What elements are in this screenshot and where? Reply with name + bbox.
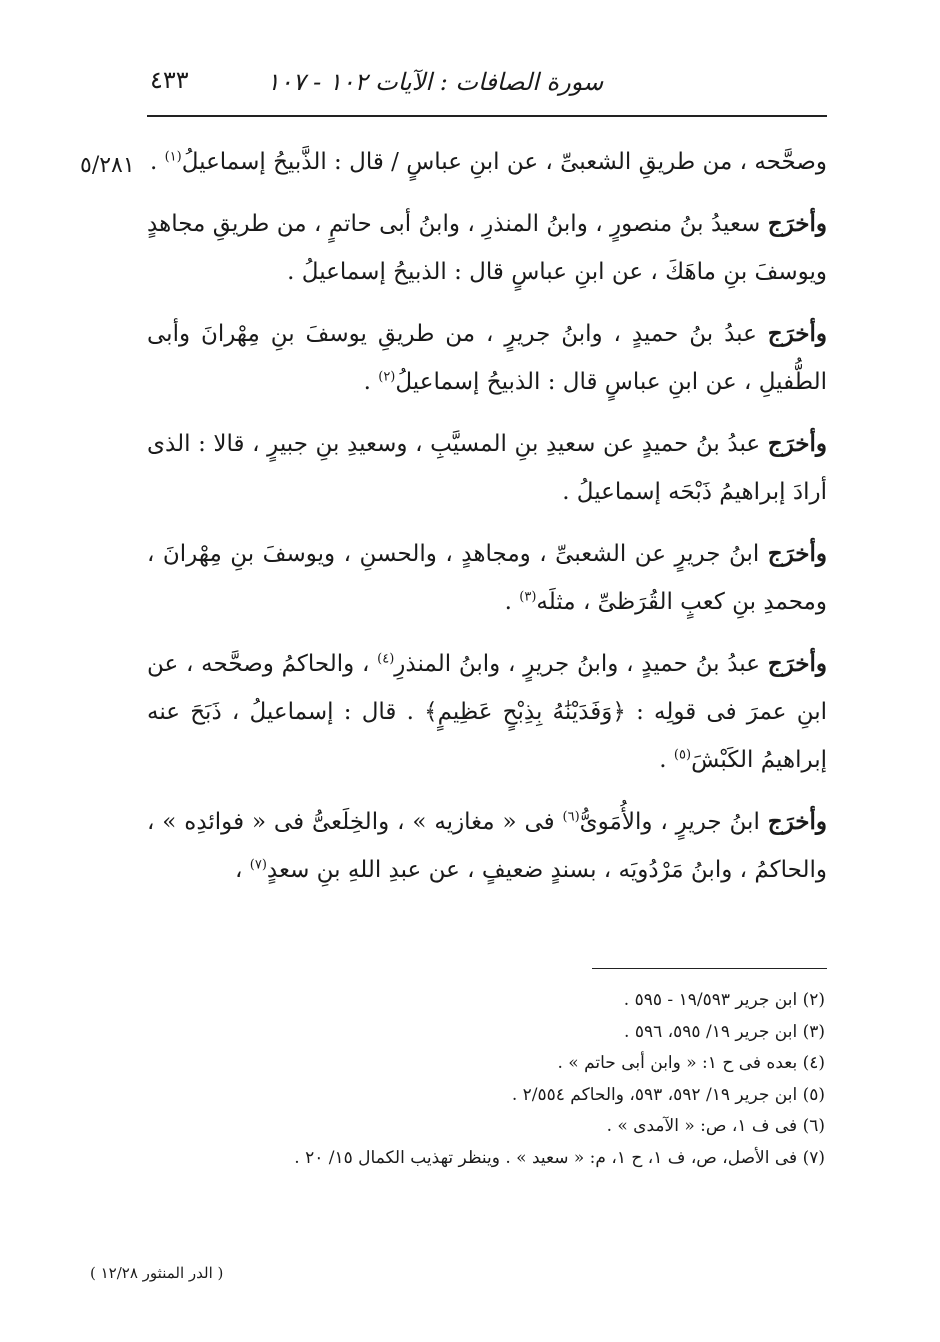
paragraph-lead-word: وأخرَج xyxy=(767,430,827,457)
paragraph-5 xyxy=(147,530,827,626)
paragraph-text: عبدُ بنُ حميدٍ ، وابنُ جريرٍ ، من طريقِ يوسفَ بنِ مِهْرانَ وأبى الطُّفيلِ ، عن ابنِ عباسٍ قال : الذبيحُ إسماعيلُ xyxy=(147,321,827,395)
footnote: (٢) ابن جرير ١٩/٥٩٣ - ٥٩٥ . xyxy=(623,990,825,1010)
footnote-marker: (١) xyxy=(164,149,182,165)
paragraph-end: . xyxy=(149,149,165,175)
paragraph-end: . xyxy=(659,747,674,773)
paragraph-continuation: ، والحاكمُ وصحَّحه ، عن ابنِ عمرَ فى قولِه : ﴿وَفَدَيْنَٰهُ بِذِبْحٍ عَظِيمٍ﴾ . قال : إسماعيلُ ، ذَبَحَ عنه إبراهيمُ الكَبْشَ xyxy=(147,651,827,773)
header-rule xyxy=(147,115,827,117)
paragraph-4 xyxy=(147,420,827,516)
paragraph-text: وصحَّحه ، من طريقِ الشعبىِّ ، عن ابنِ عباسٍ / قال : الذَّبيحُ إسماعيلُ xyxy=(181,149,827,175)
footnotes xyxy=(150,985,825,1174)
margin-reference: ٥/٢٨١ xyxy=(80,153,135,178)
paragraph-6 xyxy=(147,640,827,784)
body-text xyxy=(147,138,827,908)
paragraph-2 xyxy=(147,200,827,296)
footnote: (٦) فى ف ١، ص: « الآمدى » . xyxy=(606,1116,825,1136)
running-header-title: سورة الصافات : الآيات ۱۰۲ - ۱۰۷ xyxy=(266,68,604,96)
paragraph-text: عبدُ بنُ حميدٍ عن سعيدِ بنِ المسيَّبِ ، وسعيدِ بنِ جبيرٍ ، قالا : الذى أرادَ إبراهيمُ ذَبْحَه إسماعيلُ . xyxy=(147,431,827,505)
paragraph-text: عبدُ بنُ حميدٍ ، وابنُ جريرٍ ، وابنُ المنذرِ xyxy=(394,651,768,677)
paragraph-lead-word: وأخرَج xyxy=(767,808,827,835)
paragraph-text: سعيدُ بنُ منصورٍ ، وابنُ المنذرِ ، وابنُ أبى حاتمٍ ، من طريقِ مجاهدٍ ويوسفَ بنِ ماهَكَ ، عن ابنِ عباسٍ قال : الذبيحُ إسماعيلُ . xyxy=(147,211,827,285)
footnote: (٣) ابن جرير ١٩/ ٥٩٥، ٥٩٦ . xyxy=(624,1021,825,1042)
paragraph-end: ، xyxy=(235,857,250,883)
footnote-marker: (٢) xyxy=(378,369,396,385)
paragraph-continuation: فى « مغازيه » ، والخِلَعىُّ فى « فوائدِه » ، والحاكمُ ، وابنُ مَرْدُويَه ، بسندٍ ضعيفٍ ، عن عبدِ اللهِ بنِ سعدٍ xyxy=(147,809,827,883)
footnote-marker: (٧) xyxy=(249,857,267,873)
paragraph-end: . xyxy=(504,589,520,615)
footnote-rule xyxy=(592,968,827,969)
page-number: ٤٣٣ xyxy=(150,66,189,94)
footer-source-ref: ( الدر المنثور ١٢/٢٨ ) xyxy=(90,1264,224,1282)
paragraph-text: ابنُ جريرٍ عن الشعبىِّ ، ومجاهدٍ ، والحسنِ ، ويوسفَ بنِ مِهْرانَ ، ومحمدِ بنِ كعبٍ القُرَظىِّ ، مثلَه xyxy=(147,541,827,615)
footnote: (٧) فى الأصل، ص، ف ١، ح ١، م: « سعيد » . وينظر تهذيب الكمال ١٥/ ٢٠ . xyxy=(294,1147,825,1168)
footnote-marker: (٤) xyxy=(377,651,395,667)
paragraph-end: . xyxy=(363,369,379,395)
paragraph-3 xyxy=(147,310,827,406)
paragraph-text: ابنُ جريرٍ ، والأُمَوىُّ xyxy=(579,809,768,835)
footnote-marker: (٥) xyxy=(673,747,692,763)
footnote: (٤) بعده فى ح ١: « وابن أبى حاتم » . xyxy=(557,1053,825,1073)
footnote: (٥) ابن جرير ١٩/ ٥٩٢، ٥٩٣، والحاكم ٢/٥٥٤ . xyxy=(511,1084,825,1105)
footnote-marker: (٣) xyxy=(519,589,537,605)
paragraph-lead-word: وأخرَج xyxy=(767,540,827,567)
paragraph-lead-word: وأخرَج xyxy=(767,320,827,347)
paragraph-1 xyxy=(147,138,827,186)
footnote-marker: (٦) xyxy=(562,809,580,825)
paragraph-7 xyxy=(147,798,827,894)
paragraph-lead-word: وأخرَج xyxy=(767,650,827,677)
paragraph-lead-word: وأخرَج xyxy=(767,210,827,237)
